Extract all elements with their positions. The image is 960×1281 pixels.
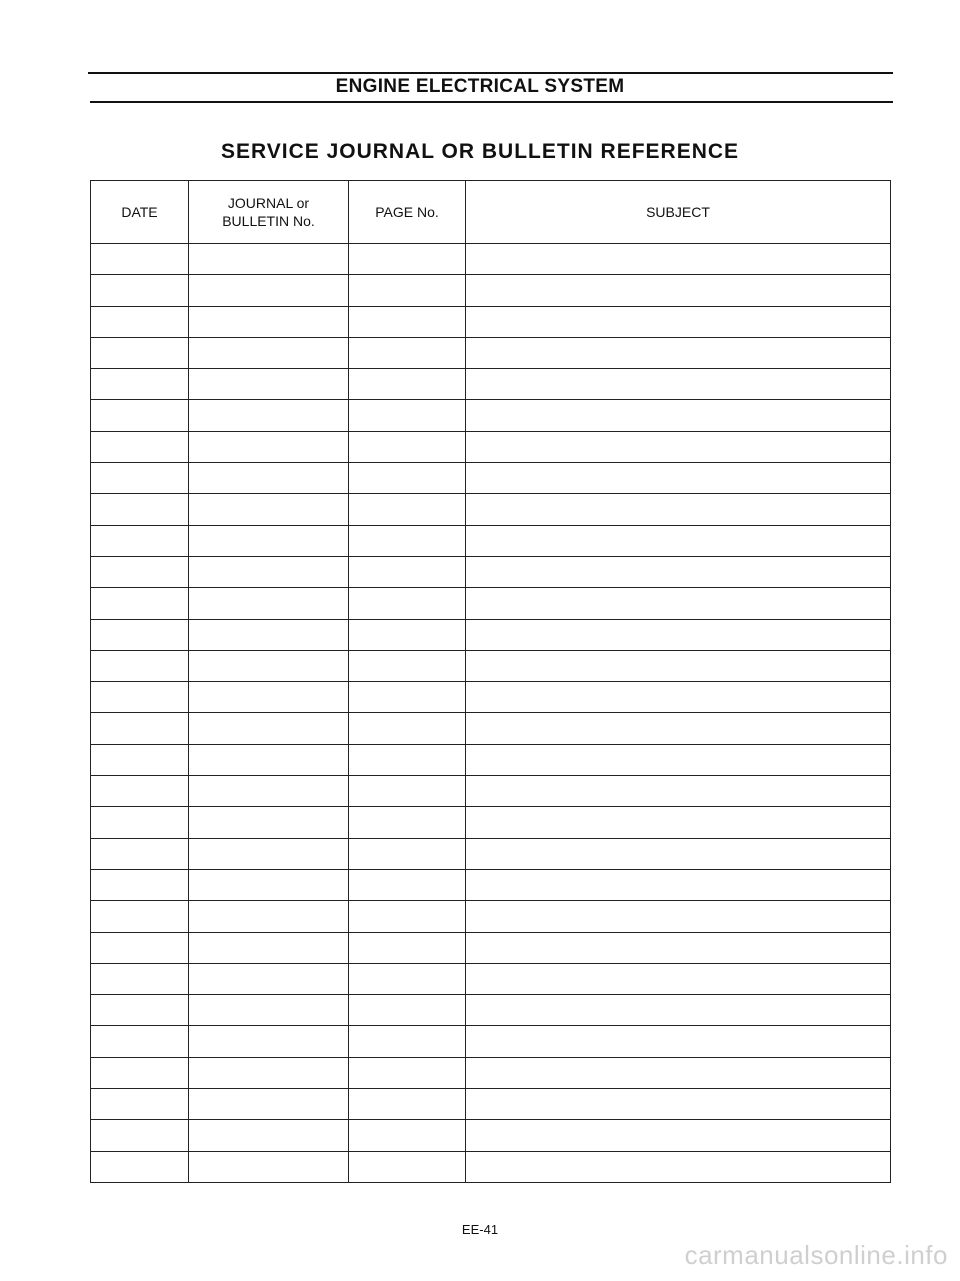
table-row (91, 807, 891, 838)
page-no-cell (349, 807, 466, 838)
table-row (91, 995, 891, 1026)
table-row (91, 932, 891, 963)
subject-cell (466, 588, 891, 619)
page-no-cell (349, 682, 466, 713)
page-no-cell (349, 337, 466, 368)
journal-bulletin-cell (189, 337, 349, 368)
journal-bulletin-cell (189, 556, 349, 587)
page-no-cell (349, 525, 466, 556)
table-row (91, 776, 891, 807)
table-row (91, 494, 891, 525)
page-no-cell (349, 431, 466, 462)
date-cell (91, 1026, 189, 1057)
subject-cell (466, 431, 891, 462)
table-row (91, 244, 891, 275)
date-cell (91, 869, 189, 900)
subject-cell (466, 1120, 891, 1151)
table-row (91, 650, 891, 681)
subject-cell (466, 494, 891, 525)
date-cell (91, 275, 189, 306)
page-no-cell (349, 306, 466, 337)
journal-bulletin-cell (189, 932, 349, 963)
journal-bulletin-cell (189, 244, 349, 275)
journal-bulletin-cell (189, 682, 349, 713)
table-row (91, 682, 891, 713)
date-cell (91, 776, 189, 807)
journal-bulletin-cell (189, 588, 349, 619)
watermark: carmanualsonline.info (684, 1240, 948, 1270)
table-row (91, 1120, 891, 1151)
subject-cell (466, 838, 891, 869)
table-row (91, 337, 891, 368)
subject-cell (466, 932, 891, 963)
column-header-subject: SUBJECT (466, 181, 891, 244)
page-no-cell (349, 1057, 466, 1088)
journal-bulletin-cell (189, 463, 349, 494)
page-no-cell (349, 1120, 466, 1151)
journal-bulletin-cell (189, 369, 349, 400)
table-row (91, 525, 891, 556)
subject-cell (466, 244, 891, 275)
table-row (91, 1057, 891, 1088)
date-cell (91, 744, 189, 775)
journal-bulletin-cell (189, 650, 349, 681)
journal-bulletin-cell (189, 1120, 349, 1151)
journal-bulletin-cell (189, 838, 349, 869)
journal-bulletin-cell (189, 275, 349, 306)
form-title: SERVICE JOURNAL OR BULLETIN REFERENCE (220, 140, 740, 163)
page-no-cell (349, 776, 466, 807)
table-row (91, 1151, 891, 1182)
column-header-journal-line: JOURNAL or (227, 195, 310, 211)
page-no-cell (349, 588, 466, 619)
column-header-bulletin-line: BULLETIN No. (222, 213, 315, 229)
table-row (91, 369, 891, 400)
journal-bulletin-cell (189, 1057, 349, 1088)
page-no-cell (349, 1089, 466, 1120)
journal-bulletin-cell (189, 494, 349, 525)
table-row (91, 619, 891, 650)
journal-bulletin-cell (189, 1026, 349, 1057)
page-no-cell (349, 494, 466, 525)
page-no-cell (349, 244, 466, 275)
page-no-cell (349, 995, 466, 1026)
subject-cell (466, 619, 891, 650)
table-row (91, 963, 891, 994)
date-cell (91, 588, 189, 619)
table-header-row (91, 181, 891, 244)
date-cell (91, 244, 189, 275)
page-no-cell (349, 869, 466, 900)
date-cell (91, 932, 189, 963)
table-row (91, 838, 891, 869)
journal-bulletin-cell (189, 963, 349, 994)
page-no-cell (349, 556, 466, 587)
subject-cell (466, 807, 891, 838)
page-no-cell (349, 1026, 466, 1057)
subject-cell (466, 744, 891, 775)
date-cell (91, 525, 189, 556)
subject-cell (466, 1151, 891, 1182)
journal-bulletin-cell (189, 431, 349, 462)
table-row (91, 588, 891, 619)
subject-cell (466, 306, 891, 337)
subject-cell (466, 1057, 891, 1088)
table-row (91, 556, 891, 587)
date-cell (91, 650, 189, 681)
subject-cell (466, 525, 891, 556)
page-no-cell (349, 463, 466, 494)
page-no-cell (349, 650, 466, 681)
table-row (91, 275, 891, 306)
journal-bulletin-cell (189, 713, 349, 744)
date-cell (91, 556, 189, 587)
page-no-cell (349, 1151, 466, 1182)
journal-bulletin-cell (189, 901, 349, 932)
date-cell (91, 400, 189, 431)
subject-cell (466, 713, 891, 744)
date-cell (91, 1120, 189, 1151)
journal-bulletin-cell (189, 1089, 349, 1120)
subject-cell (466, 963, 891, 994)
subject-cell (466, 901, 891, 932)
date-cell (91, 901, 189, 932)
journal-bulletin-cell (189, 1151, 349, 1182)
page-no-cell (349, 963, 466, 994)
journal-bulletin-cell (189, 619, 349, 650)
page-no-cell (349, 901, 466, 932)
subject-cell (466, 869, 891, 900)
date-cell (91, 619, 189, 650)
date-cell (91, 807, 189, 838)
subject-cell (466, 463, 891, 494)
table-body (91, 244, 891, 1183)
subject-cell (466, 650, 891, 681)
table-row (91, 431, 891, 462)
column-header-journal-bulletin (189, 181, 349, 244)
table-row (91, 713, 891, 744)
service-journal-table (90, 180, 891, 1183)
header-rule-top (88, 72, 893, 74)
table-row (91, 744, 891, 775)
date-cell (91, 463, 189, 494)
date-cell (91, 431, 189, 462)
page-no-cell (349, 400, 466, 431)
table-row (91, 1089, 891, 1120)
page-no-cell (349, 275, 466, 306)
subject-cell (466, 682, 891, 713)
page-no-cell (349, 744, 466, 775)
page-no-cell (349, 713, 466, 744)
page-no-cell (349, 932, 466, 963)
journal-bulletin-cell (189, 995, 349, 1026)
date-cell (91, 494, 189, 525)
date-cell (91, 306, 189, 337)
subject-cell (466, 400, 891, 431)
journal-bulletin-cell (189, 807, 349, 838)
journal-bulletin-cell (189, 400, 349, 431)
column-header-page-no: PAGE No. (349, 181, 466, 244)
subject-cell (466, 1089, 891, 1120)
page-number: EE-41 (461, 1222, 499, 1237)
table-row (91, 306, 891, 337)
subject-cell (466, 275, 891, 306)
section-title: ENGINE ELECTRICAL SYSTEM (335, 76, 625, 97)
journal-bulletin-cell (189, 744, 349, 775)
journal-bulletin-cell (189, 306, 349, 337)
journal-bulletin-cell (189, 776, 349, 807)
date-cell (91, 337, 189, 368)
subject-cell (466, 369, 891, 400)
date-cell (91, 838, 189, 869)
table-row (91, 869, 891, 900)
date-cell (91, 682, 189, 713)
header-rule-bottom (90, 101, 893, 103)
subject-cell (466, 556, 891, 587)
page-no-cell (349, 619, 466, 650)
column-header-date: DATE (91, 181, 189, 244)
date-cell (91, 995, 189, 1026)
page-no-cell (349, 369, 466, 400)
subject-cell (466, 776, 891, 807)
date-cell (91, 1089, 189, 1120)
subject-cell (466, 337, 891, 368)
table-row (91, 463, 891, 494)
date-cell (91, 1151, 189, 1182)
date-cell (91, 1057, 189, 1088)
journal-bulletin-cell (189, 525, 349, 556)
table-row (91, 400, 891, 431)
page-no-cell (349, 838, 466, 869)
date-cell (91, 369, 189, 400)
date-cell (91, 713, 189, 744)
subject-cell (466, 995, 891, 1026)
journal-bulletin-cell (189, 869, 349, 900)
table-row (91, 901, 891, 932)
date-cell (91, 963, 189, 994)
table-row (91, 1026, 891, 1057)
subject-cell (466, 1026, 891, 1057)
